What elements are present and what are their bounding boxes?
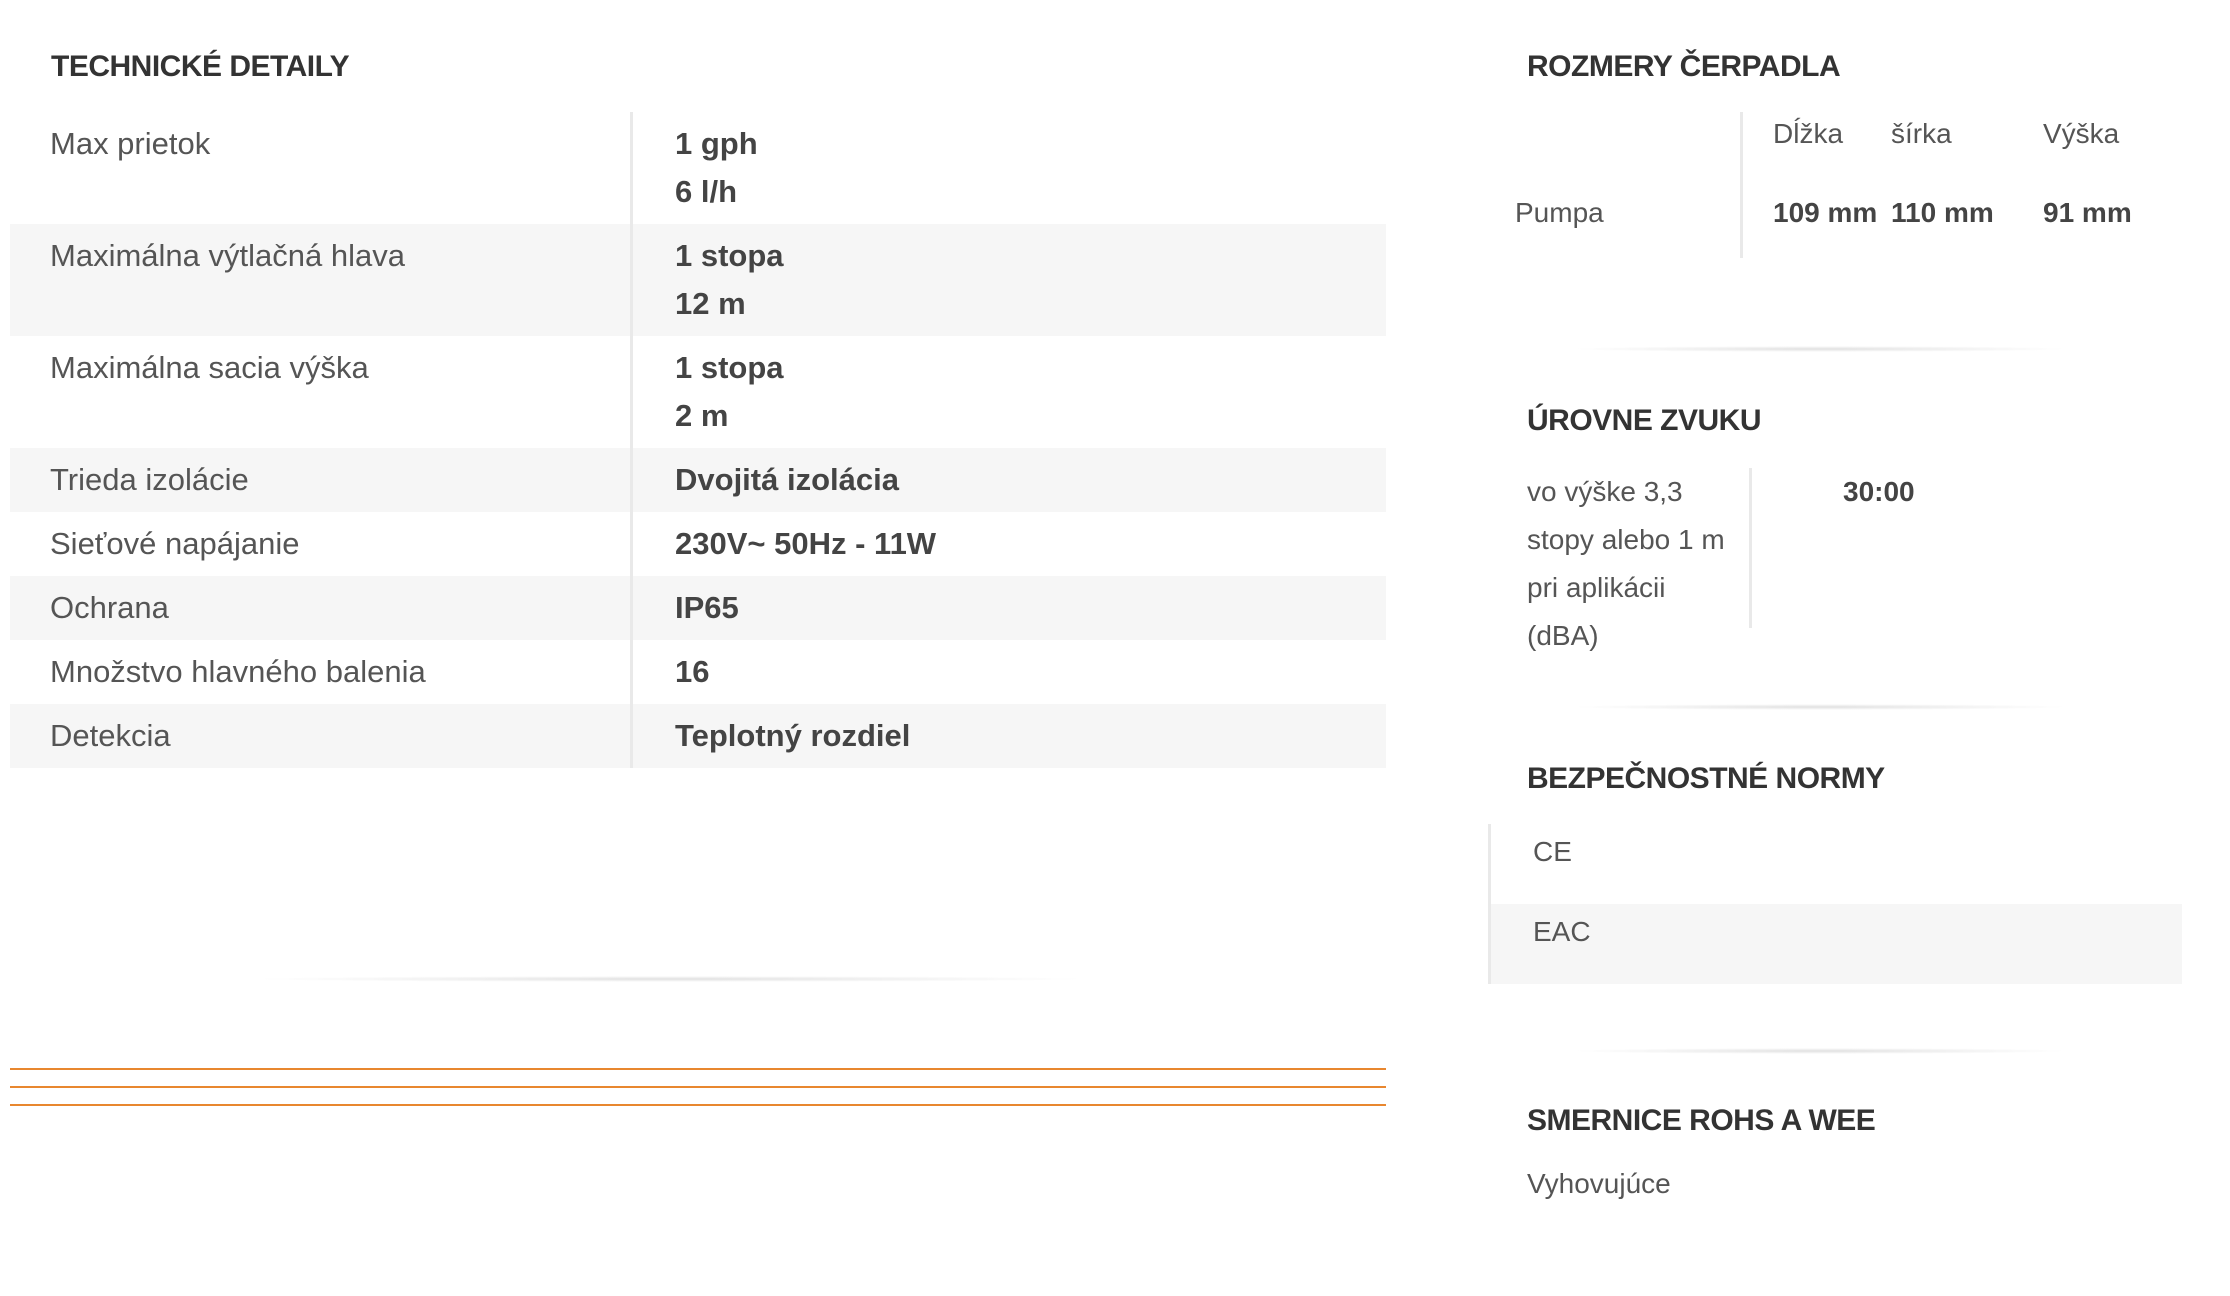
dimension-value: 91 mm — [2043, 197, 2132, 228]
list-item: CE — [1488, 824, 2182, 904]
section-divider — [1570, 1048, 2070, 1054]
row-label: Detekcia — [10, 704, 632, 768]
table-row — [10, 512, 1386, 576]
row-label: Pumpa — [1515, 197, 1604, 228]
section-divider — [1570, 704, 2070, 710]
value-line: 12 m — [675, 286, 746, 321]
value-line: 16 — [675, 654, 710, 689]
value-line: 2 m — [675, 398, 729, 433]
value-line: IP65 — [675, 590, 739, 625]
table-row — [10, 112, 1386, 224]
row-label: Ochrana — [10, 576, 632, 640]
table-row — [10, 336, 1386, 448]
value-line: 6 l/h — [675, 174, 738, 209]
pump-dimensions-table — [1515, 112, 2135, 258]
sound-levels-title: ÚROVNE ZVUKU — [1527, 404, 1762, 437]
dimension-value: 110 mm — [1891, 197, 1994, 228]
value-line: Dvojitá izolácia — [675, 462, 899, 497]
row-value — [632, 576, 1387, 640]
row-label: Sieťové napájanie — [10, 512, 632, 576]
safety-norms-title: BEZPEČNOSTNÉ NORMY — [1527, 762, 1885, 795]
table-header-row — [1515, 112, 2133, 168]
column-header: Výška — [2043, 118, 2120, 149]
table-row — [10, 640, 1386, 704]
row-value — [632, 512, 1387, 576]
empty-header — [1515, 112, 1742, 168]
row-value — [632, 640, 1387, 704]
accent-line — [10, 1086, 1386, 1088]
pump-dimensions-title: ROZMERY ČERPADLA — [1527, 50, 1841, 83]
rohs-title: SMERNICE ROHS A WEE — [1527, 1104, 1876, 1137]
table-row — [1515, 168, 2133, 258]
list-item: EAC — [1488, 904, 2182, 984]
value-line: 230V~ 50Hz - 11W — [675, 526, 937, 561]
value-line: 1 gph — [675, 126, 758, 161]
table-row — [10, 224, 1386, 336]
tech-details-table — [10, 112, 1386, 768]
accent-line — [10, 1068, 1386, 1070]
safety-norms-list — [1488, 824, 2182, 984]
section-divider — [250, 976, 1090, 982]
value-line: 1 stopa — [675, 238, 784, 273]
row-label: Maximálna výtlačná hlava — [10, 224, 632, 336]
section-divider — [1570, 346, 2070, 352]
row-label: Množstvo hlavného balenia — [10, 640, 632, 704]
row-value — [632, 704, 1387, 768]
row-value — [632, 336, 1387, 448]
row-value — [632, 112, 1387, 224]
row-value — [632, 448, 1387, 512]
table-row — [10, 704, 1386, 768]
accent-line — [10, 1104, 1386, 1106]
row-value — [632, 224, 1387, 336]
value-line: Teplotný rozdiel — [675, 718, 911, 753]
rohs-value: Vyhovujúce — [1527, 1168, 1671, 1199]
table-row — [10, 576, 1386, 640]
tech-details-title: TECHNICKÉ DETAILY — [51, 50, 350, 83]
sound-value: 30:00 — [1843, 476, 1915, 507]
sound-label: vo výške 3,3 stopy alebo 1 m pri aplikácii (dBA) — [1527, 468, 1752, 628]
table-row — [10, 448, 1386, 512]
value-line: 1 stopa — [675, 350, 784, 385]
row-label: Maximálna sacia výška — [10, 336, 632, 448]
column-header: Dĺžka — [1742, 112, 1892, 168]
row-label: Trieda izolácie — [10, 448, 632, 512]
row-label: Max prietok — [10, 112, 632, 224]
column-header: šírka — [1891, 118, 1952, 149]
dimension-value: 109 mm — [1742, 168, 1892, 258]
